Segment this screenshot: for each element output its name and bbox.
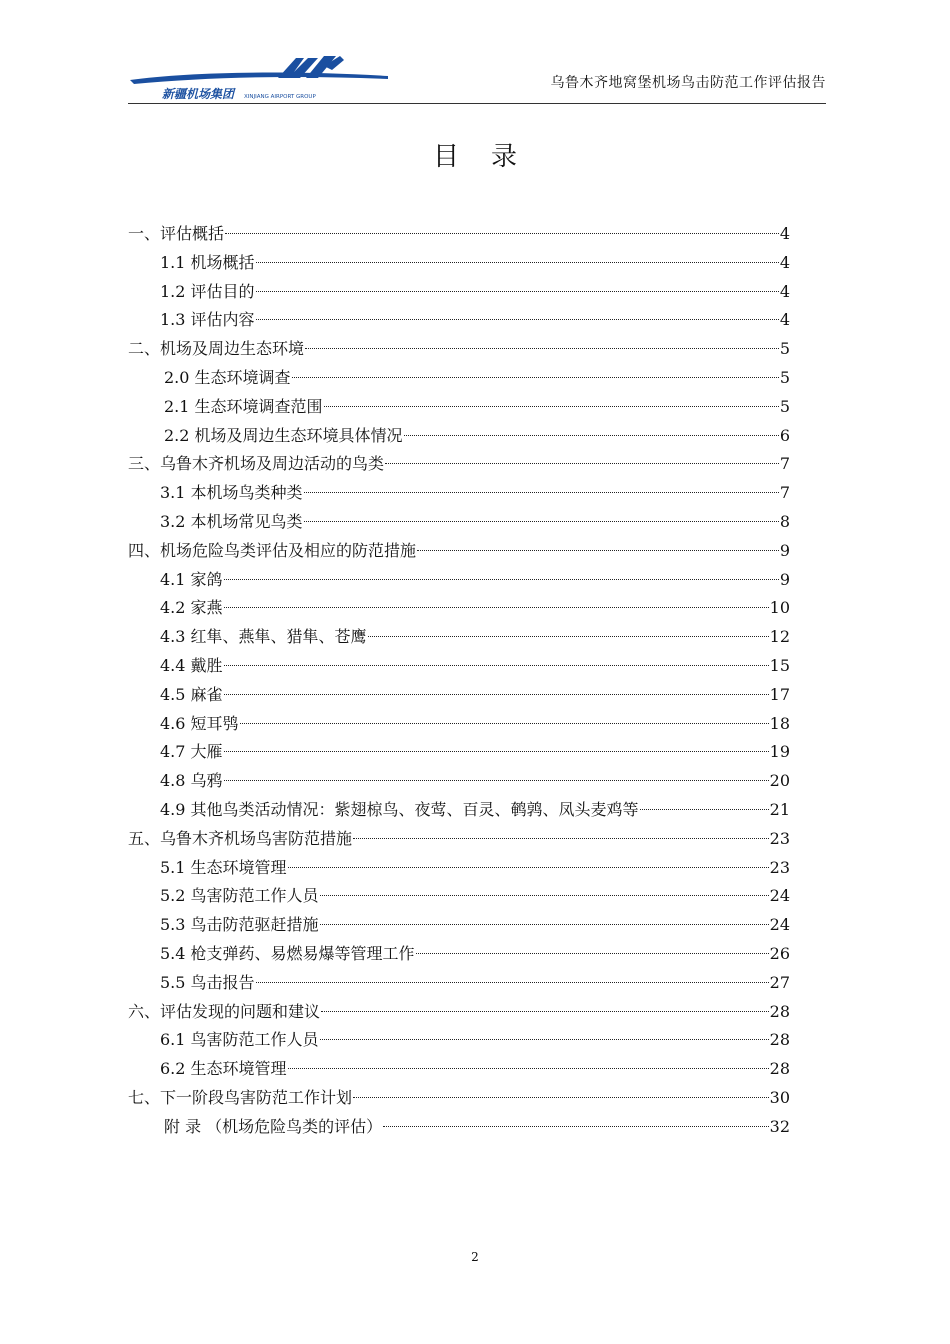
toc-entry[interactable] bbox=[128, 652, 790, 681]
toc-entry-label: 4.7 大雁 bbox=[160, 742, 223, 762]
toc-entry[interactable] bbox=[128, 508, 790, 537]
toc-entry-page: 5 bbox=[779, 367, 790, 387]
toc-entry[interactable] bbox=[128, 364, 790, 393]
dot-leader bbox=[353, 1097, 769, 1098]
toc-entry-page: 23 bbox=[769, 857, 790, 877]
toc-entry[interactable] bbox=[128, 969, 790, 998]
dot-leader bbox=[385, 463, 779, 464]
toc-entry-page: 7 bbox=[779, 454, 790, 474]
dot-leader bbox=[224, 579, 779, 580]
dot-leader bbox=[416, 953, 769, 954]
page-number: 2 bbox=[471, 1250, 479, 1264]
toc-entry-label: 5.2 鸟害防范工作人员 bbox=[160, 886, 319, 906]
toc-entry-page: 32 bbox=[769, 1116, 790, 1136]
toc-entry[interactable] bbox=[128, 566, 790, 595]
toc-entry-page: 19 bbox=[769, 742, 790, 762]
toc-entry-appendix[interactable] bbox=[128, 1113, 790, 1142]
toc-entry-label: 3.1 本机场鸟类种类 bbox=[160, 483, 303, 503]
toc-entry-label: 附 录 （机场危险鸟类的评估） bbox=[164, 1116, 383, 1136]
header-divider bbox=[128, 103, 826, 104]
toc-entry-label: 1.3 评估内容 bbox=[160, 310, 255, 330]
toc-entry-page: 23 bbox=[769, 828, 790, 848]
toc-entry-page: 6 bbox=[779, 425, 790, 445]
dot-leader bbox=[224, 665, 769, 666]
dot-leader bbox=[304, 521, 779, 522]
toc-entry[interactable] bbox=[128, 1055, 790, 1084]
toc-entry[interactable] bbox=[128, 393, 790, 422]
dot-leader bbox=[383, 1126, 768, 1127]
toc-entry[interactable] bbox=[128, 220, 790, 249]
dot-leader bbox=[256, 319, 779, 320]
page-header bbox=[128, 50, 826, 102]
toc-entry[interactable] bbox=[128, 335, 790, 364]
logo-text-cn: 新疆机场集团 bbox=[162, 87, 235, 101]
toc-entry-page: 28 bbox=[769, 1030, 790, 1050]
dot-leader bbox=[368, 636, 769, 637]
dot-leader bbox=[320, 895, 769, 896]
toc-entry-page: 17 bbox=[769, 684, 790, 704]
toc-entry-label: 5.3 鸟击防范驱赶措施 bbox=[160, 915, 319, 935]
dot-leader bbox=[417, 550, 779, 551]
dot-leader bbox=[292, 377, 779, 378]
dot-leader bbox=[304, 492, 779, 493]
toc-entry-label: 六、评估发现的问题和建议 bbox=[128, 1001, 321, 1021]
dot-leader bbox=[288, 867, 769, 868]
toc-entry-page: 24 bbox=[769, 915, 790, 935]
toc-entry[interactable] bbox=[128, 623, 790, 652]
toc-entry-label: 4.5 麻雀 bbox=[160, 684, 223, 704]
toc-entry-page: 5 bbox=[779, 339, 790, 359]
toc-entry-label: 1.2 评估目的 bbox=[160, 281, 255, 301]
toc-entry-page: 9 bbox=[779, 540, 790, 560]
dot-leader bbox=[256, 262, 779, 263]
dot-leader bbox=[224, 751, 769, 752]
toc-entry-label: 一、评估概括 bbox=[128, 224, 225, 243]
toc-entry-page: 10 bbox=[769, 598, 790, 618]
toc-entry-page: 4 bbox=[779, 281, 790, 301]
logo-text-en: XINJIANG AIRPORT GROUP bbox=[244, 94, 316, 100]
toc-entry-label: 四、机场危险鸟类评估及相应的防范措施 bbox=[128, 540, 417, 560]
report-header-title: 乌鲁木齐地窝堡机场鸟击防范工作评估报告 bbox=[550, 75, 826, 91]
toc-title: 目录 bbox=[432, 142, 549, 172]
toc-entry[interactable] bbox=[128, 1026, 790, 1055]
toc-entry-page: 28 bbox=[769, 1001, 790, 1021]
xinjiang-airport-group-logo bbox=[128, 50, 390, 102]
toc-entry[interactable] bbox=[128, 681, 790, 710]
toc-entry-label: 3.2 本机场常见鸟类 bbox=[160, 511, 303, 531]
toc-entry[interactable] bbox=[128, 479, 790, 508]
dot-leader bbox=[256, 291, 779, 292]
toc-entry-label: 4.2 家燕 bbox=[160, 598, 223, 618]
dot-leader bbox=[640, 809, 769, 810]
toc-entry-page: 8 bbox=[779, 511, 790, 531]
toc-entry-label: 五、乌鲁木齐机场鸟害防范措施 bbox=[128, 828, 353, 848]
dot-leader bbox=[224, 780, 769, 781]
toc-entry-page: 30 bbox=[769, 1087, 790, 1107]
toc-entry-label: 2.2 机场及周边生态环境具体情况 bbox=[164, 425, 403, 445]
toc-entry-page: 27 bbox=[769, 972, 790, 992]
toc-entry-page: 4 bbox=[779, 310, 790, 330]
toc-entry-label: 4.9 其他鸟类活动情况：紫翅椋鸟、夜莺、百灵、鹌鹑、凤头麦鸡等 bbox=[160, 799, 639, 819]
toc-entry-label: 1.1 机场概括 bbox=[160, 252, 255, 272]
toc-entry-page: 4 bbox=[779, 252, 790, 272]
dot-leader bbox=[321, 1011, 769, 1012]
dot-leader bbox=[353, 838, 769, 839]
toc-entry-page: 18 bbox=[769, 713, 790, 733]
dot-leader bbox=[320, 924, 769, 925]
dot-leader bbox=[240, 723, 769, 724]
toc-entry-page: 24 bbox=[769, 886, 790, 906]
toc-entry[interactable] bbox=[128, 422, 790, 451]
toc-entry-page: 28 bbox=[769, 1059, 790, 1079]
dot-leader bbox=[224, 694, 769, 695]
toc-entry-label: 6.1 鸟害防范工作人员 bbox=[160, 1030, 319, 1050]
toc-entry-label: 三、乌鲁木齐机场及周边活动的鸟类 bbox=[128, 454, 385, 474]
toc-entry-label: 二、机场及周边生态环境 bbox=[128, 339, 305, 359]
toc-entry-label: 4.8 乌鸦 bbox=[160, 771, 223, 791]
toc-entry[interactable] bbox=[128, 882, 790, 911]
toc-entry-page: 21 bbox=[769, 799, 790, 819]
toc-entry[interactable] bbox=[128, 537, 790, 566]
toc-entry-page: 20 bbox=[769, 771, 790, 791]
dot-leader bbox=[404, 435, 779, 436]
dot-leader bbox=[305, 348, 779, 349]
toc-entry-page: 12 bbox=[769, 627, 790, 647]
toc-entry-page: 4 bbox=[779, 224, 790, 243]
toc-entry[interactable] bbox=[128, 796, 790, 825]
toc-entry-label: 6.2 生态环境管理 bbox=[160, 1059, 287, 1079]
toc-entry[interactable] bbox=[128, 306, 790, 335]
toc-entry-page: 9 bbox=[779, 569, 790, 589]
toc-entry-label: 七、下一阶段鸟害防范工作计划 bbox=[128, 1087, 353, 1107]
toc-entry-label: 5.1 生态环境管理 bbox=[160, 857, 287, 877]
toc-entry[interactable] bbox=[128, 998, 790, 1027]
toc-entry-label: 2.1 生态环境调查范围 bbox=[164, 396, 323, 416]
toc-entry-label: 5.5 鸟击报告 bbox=[160, 972, 255, 992]
toc-entry[interactable] bbox=[128, 249, 790, 278]
toc-entry-label: 2.0 生态环境调查 bbox=[164, 367, 291, 387]
toc-entry-page: 7 bbox=[779, 483, 790, 503]
toc-entry[interactable] bbox=[128, 738, 790, 767]
toc-entry[interactable] bbox=[128, 825, 790, 854]
toc-entry[interactable] bbox=[128, 450, 790, 479]
toc-entry[interactable] bbox=[128, 854, 790, 883]
toc-entry[interactable] bbox=[128, 594, 790, 623]
toc-entry-label: 4.6 短耳鸮 bbox=[160, 713, 239, 733]
dot-leader bbox=[320, 1039, 769, 1040]
toc-entry-page: 15 bbox=[769, 655, 790, 675]
dot-leader bbox=[224, 607, 769, 608]
dot-leader bbox=[225, 233, 779, 234]
toc-entry-label: 4.3 红隼、燕隼、猎隼、苍鹰 bbox=[160, 627, 367, 647]
dot-leader bbox=[324, 406, 779, 407]
dot-leader bbox=[288, 1068, 769, 1069]
toc-entry[interactable] bbox=[128, 278, 790, 307]
toc-entry-page: 26 bbox=[769, 943, 790, 963]
toc-entry-label: 4.1 家鸽 bbox=[160, 569, 223, 589]
toc-entry[interactable] bbox=[128, 767, 790, 796]
toc-entry[interactable] bbox=[128, 911, 790, 940]
toc-entry[interactable] bbox=[128, 1084, 790, 1113]
table-of-contents bbox=[128, 220, 790, 1142]
toc-entry-label: 5.4 枪支弹药、易燃易爆等管理工作 bbox=[160, 943, 415, 963]
toc-entry-label: 4.4 戴胜 bbox=[160, 655, 223, 675]
dot-leader bbox=[256, 982, 769, 983]
toc-entry[interactable] bbox=[128, 940, 790, 969]
toc-entry[interactable] bbox=[128, 710, 790, 739]
toc-entry-page: 5 bbox=[779, 396, 790, 416]
